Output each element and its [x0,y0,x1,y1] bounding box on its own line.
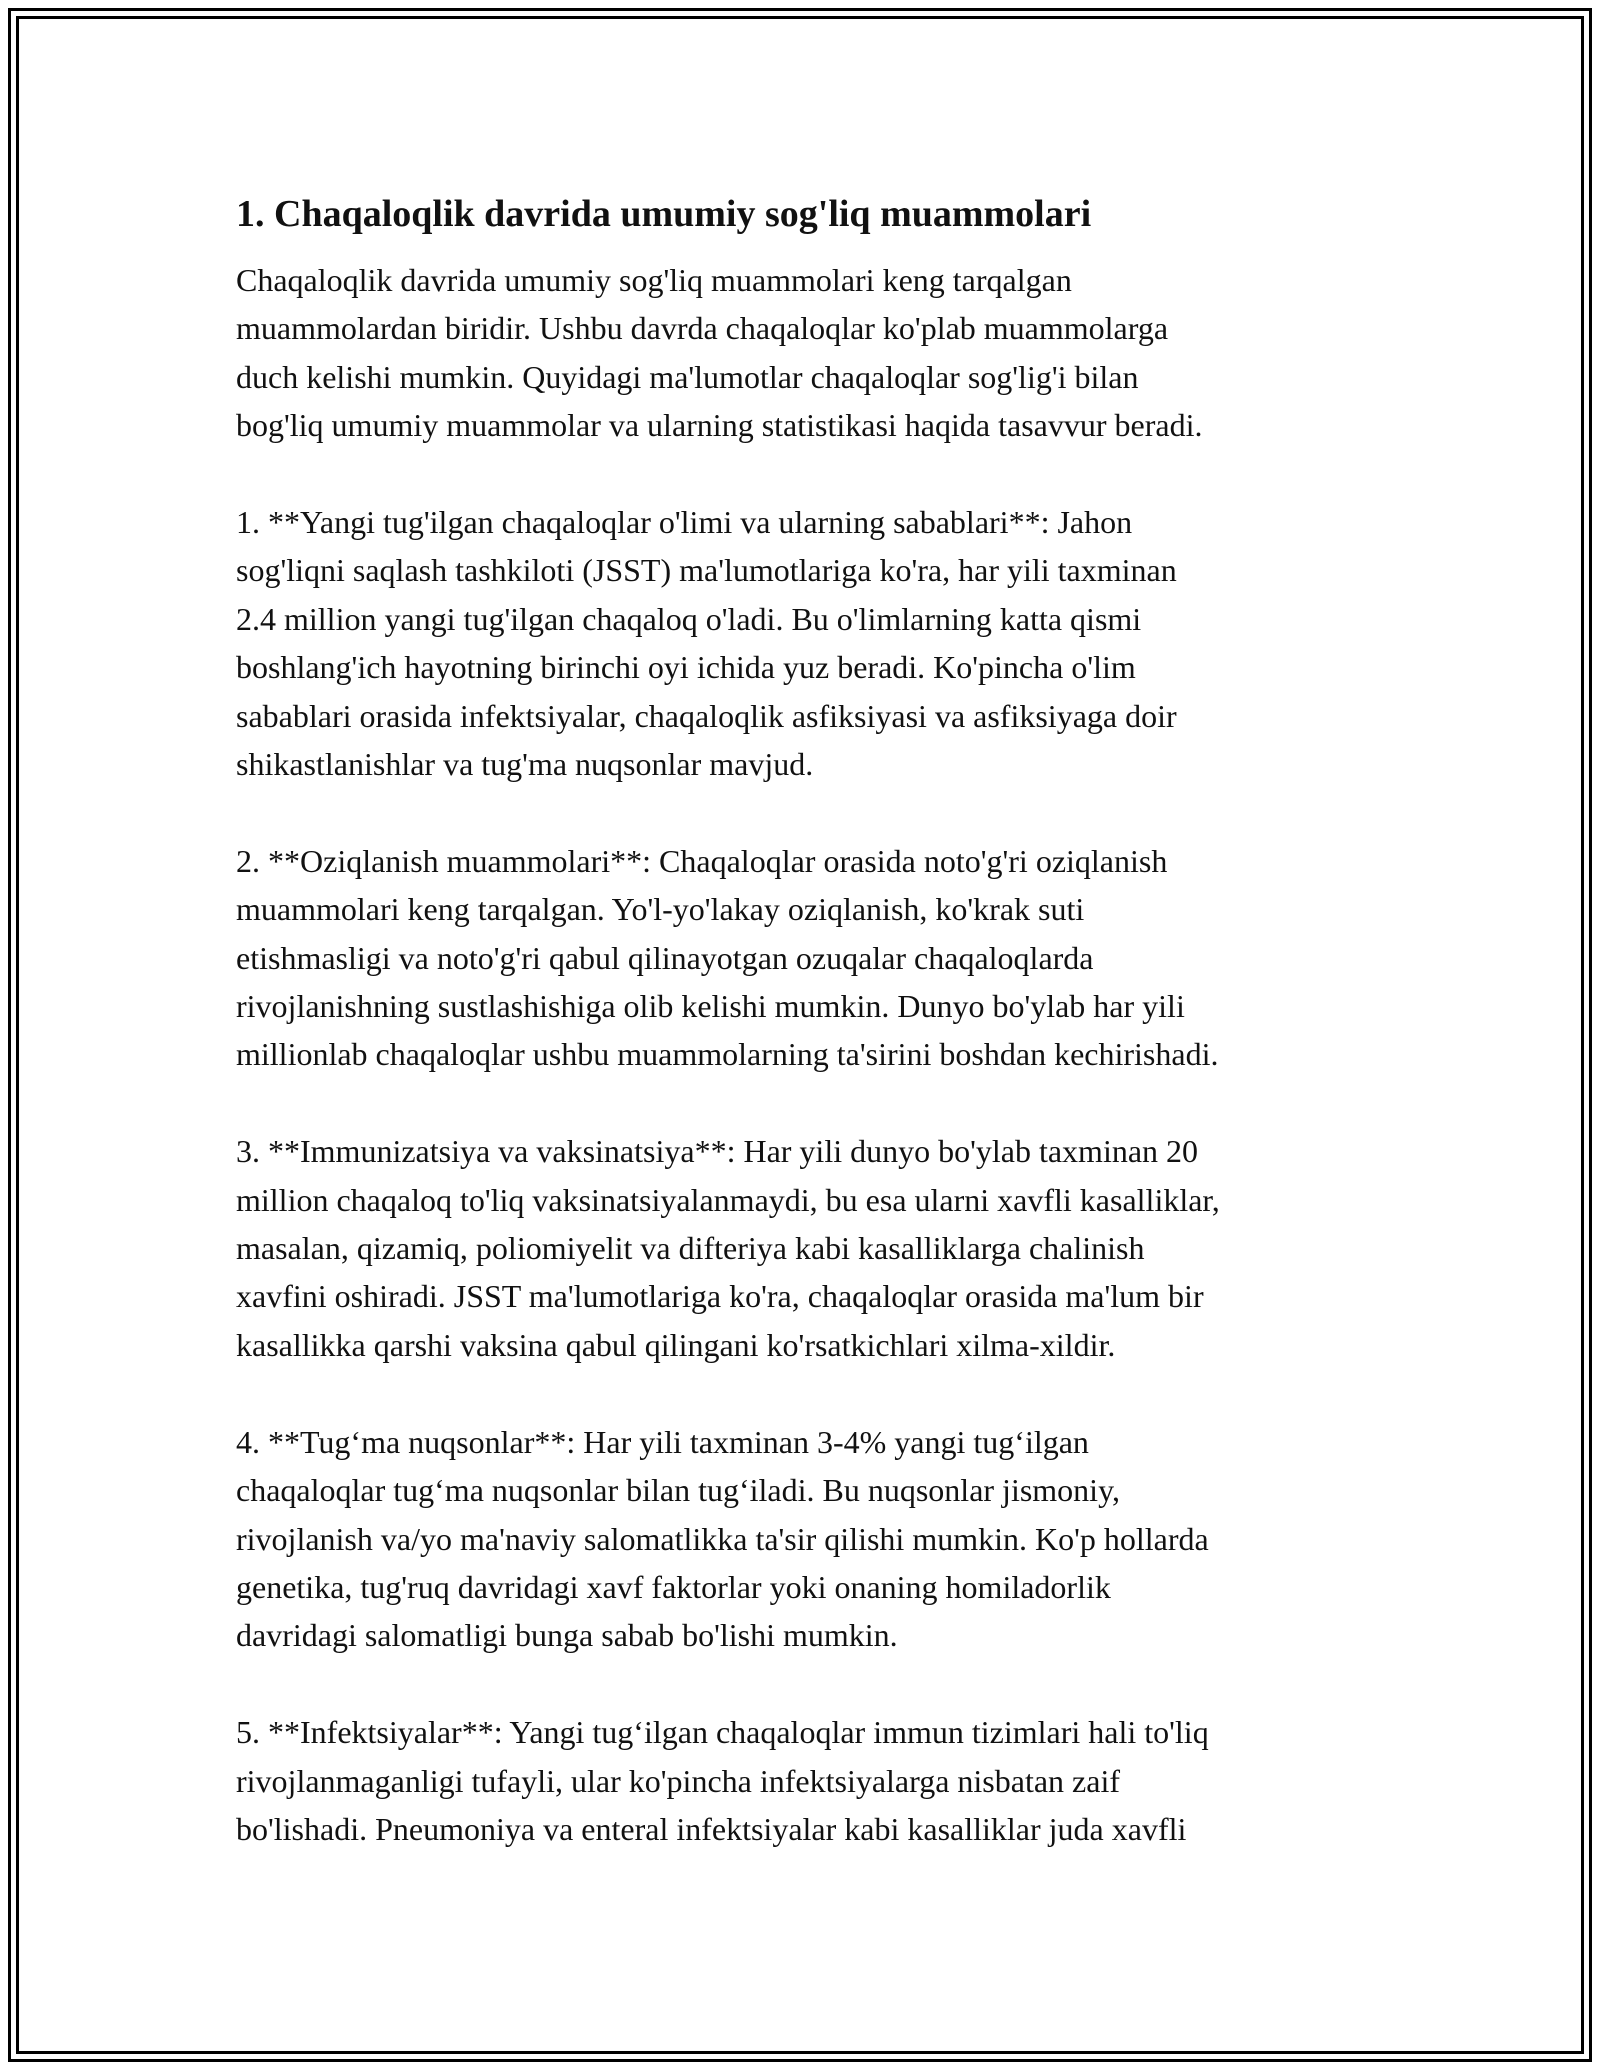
intro-paragraph: Chaqaloqlik davrida umumiy sog'liq muammolari keng tarqalgan muammolardan biridir. Ushbu davrda chaqaloqlar ko'plab muammolarga duch kelishi mumkin. Quyidagi ma'lumotlar chaqaloqlar sog'lig'i bilan bog'liq umumiy muammolar va ularning statistikasi haqida tasavvur beradi. [236,262,1203,444]
section-paragraph-3: 3. **Immunizatsiya va vaksinatsiya**: Har yili dunyo bo'ylab taxminan 20 million chaqaloq to'liq vaksinatsiyalanmaydi, bu esa ularni xavfli kasalliklar, masalan, qizamiq, poliomiyelit va difteriya kabi kasalliklarga chalinish xavfini oshiradi. JSST ma'lumotlariga ko'ra, chaqaloqlar orasida ma'lum bir kasallikka qarshi vaksina qabul qilingani ko'rsatkichlari xilma-xildir. [236,1133,1220,1363]
section-paragraph-4: 4. **Tug‘ma nuqsonlar**: Har yili taxminan 3-4% yangi tug‘ilgan chaqaloqlar tug‘ma nuqsonlar bilan tug‘iladi. Bu nuqsonlar jismoniy, rivojlanish va/yo ma'naviy salomatlikka ta'sir qilishi mumkin. Ko'p hollarda genetika, tug'ruq davridagi xavf faktorlar yoki onaning homiladorlik davridagi salomatligi bunga sabab bo'lishi mumkin. [236,1423,1209,1654]
section-paragraph-2: 2. **Oziqlanish muammolari**: Chaqaloqlar orasida noto'g'ri oziqlanish muammolari keng tarqalgan. Yo'l-yo'lakay oziqlanish, ko'krak suti etishmasligi va noto'g'ri qabul qilinayotgan ozuqalar chaqaloqlarda rivojlanishning sustlashishiga olib kelishi mumkin. Dunyo bo'ylab har yili millionlab chaqaloqlar ushbu muammolarning ta'sirini boshdan kechirishadi. [236,842,1219,1073]
document-title: 1. Chaqaloqlik davrida umumiy sog'liq muammolari [236,193,1092,235]
section-paragraph-5: 5. **Infektsiyalar**: Yangi tug‘ilgan chaqaloqlar immun tizimlari hali to'liq rivojlanmaganligi tufayli, ular ko'pincha infektsiyalarga nisbatan zaif bo'lishadi. Pneumoniya va enteral infektsiyalar kabi kasalliklar juda xavfli [236,1714,1209,1847]
document-body [236,186,1376,1853]
section-paragraph-1: 1. **Yangi tug'ilgan chaqaloqlar o'limi va ularning sabablari**: Jahon sog'liqni saqlash tashkiloti (JSST) ma'lumotlariga ko'ra, har yili taxminan 2.4 million yangi tug'ilgan chaqaloq o'ladi. Bu o'limlarning katta qismi boshlang'ich hayotning birinchi oyi ichida yuz beradi. Ko'pincha o'lim sabablari orasida infektsiyalar, chaqaloqlik asfiksiyasi va asfiksiyaga doir shikastlanishlar va tug'ma nuqsonlar mavjud. [236,504,1177,783]
